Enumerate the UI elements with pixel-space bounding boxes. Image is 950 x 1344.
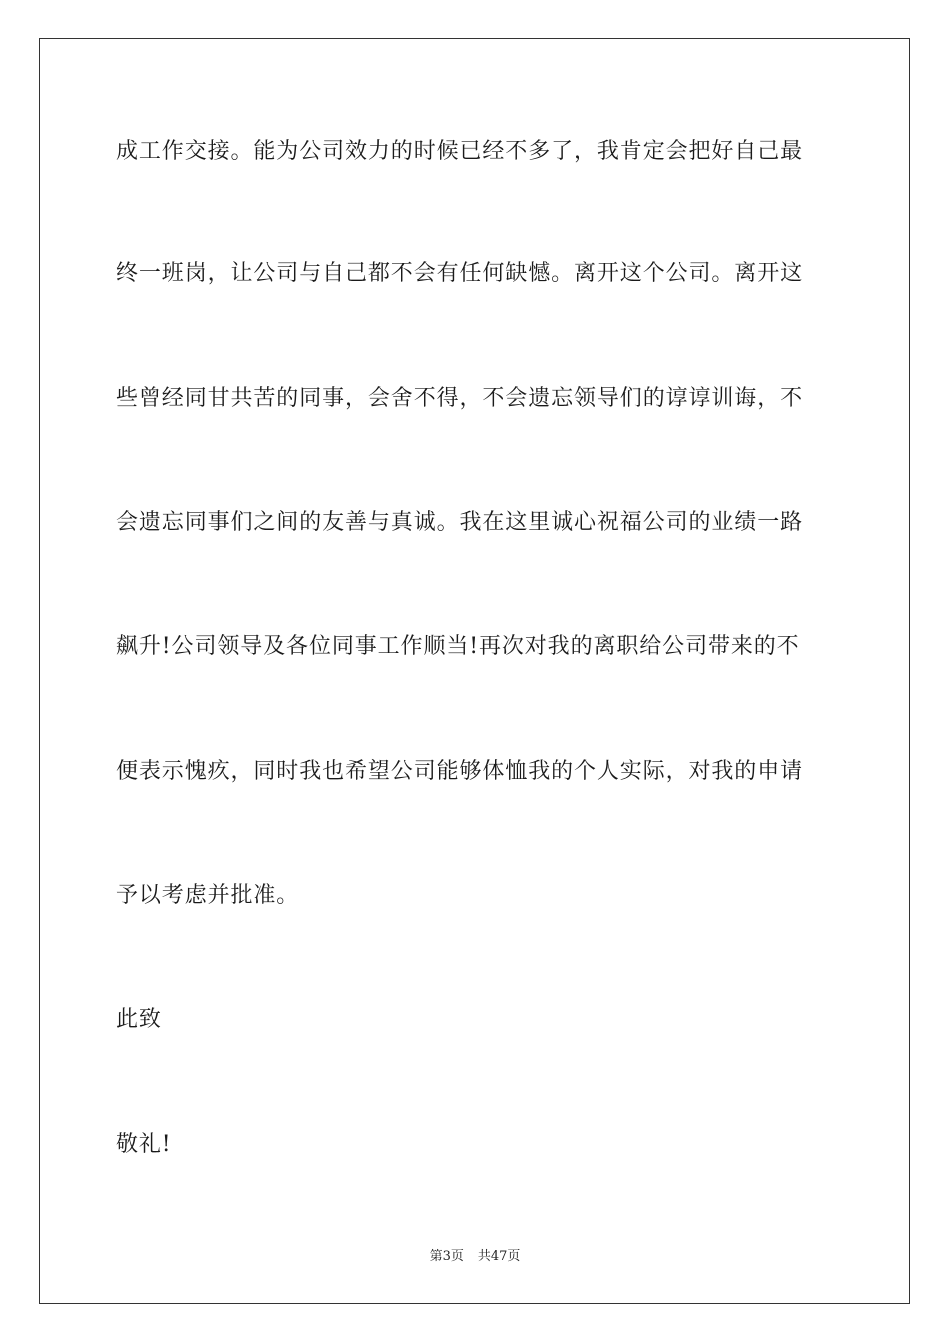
letter-line-2: 终一班岗，让公司与自己都不会有任何缺憾。离开这个公司。离开这 bbox=[116, 261, 804, 286]
letter-line-1: 成工作交接。能为公司效力的时候已经不多了，我肯定会把好自己最 bbox=[116, 139, 804, 164]
page-footer bbox=[0, 1248, 950, 1266]
closing-phrase: 此致 bbox=[116, 1007, 162, 1032]
letter-line-6: 便表示愧疚，同时我也希望公司能够体恤我的个人实际，对我的申请 bbox=[116, 759, 804, 784]
letter-line-3: 些曾经同甘共苦的同事，会舍不得，不会遗忘领导们的谆谆训诲，不 bbox=[116, 386, 804, 411]
page-total: 共47页 bbox=[477, 1249, 521, 1264]
letter-line-5: 飙升!公司领导及各位同事工作顺当!再次对我的离职给公司带来的不 bbox=[116, 634, 800, 659]
letter-line-7: 予以考虑并批准。 bbox=[116, 883, 300, 908]
salutation: 敬礼! bbox=[116, 1132, 172, 1157]
letter-line-4: 会遗忘同事们之间的友善与真诚。我在这里诚心祝福公司的业绩一路 bbox=[116, 510, 804, 535]
page-number: 第3页 bbox=[429, 1249, 464, 1264]
page-frame bbox=[39, 38, 910, 1304]
